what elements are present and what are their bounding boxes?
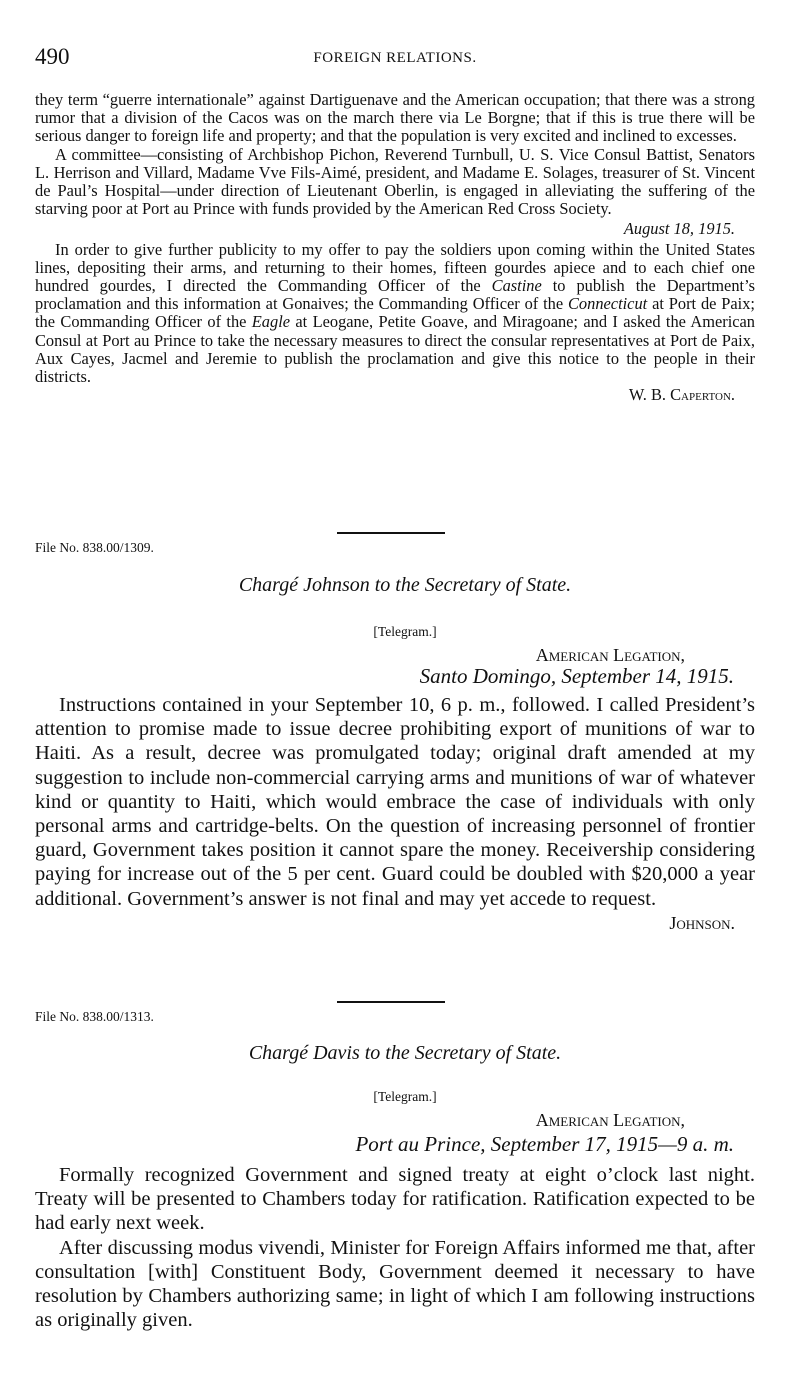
ship-name-connecticut: Connecticut: [568, 294, 648, 314]
signature-caperton: W. B. Caperton.: [628, 385, 735, 405]
document-title: Chargé Davis to the Secretary of State.: [248, 1042, 562, 1064]
paragraph-treaty-signed: Formally recognized Government and signed treaty at eight o’clock last night. Treaty will be presented to Chambers today for ratification. Ratification expected to be had early next week.: [35, 1164, 755, 1235]
paragraph-cacos-rumor: they term “guerre internationale” against Dartiguenave and the American occupation; that there was a strong rumor that a division of the Cacos was on the march there via Le Borgne; that if this is true there will be serious danger to foreign life and property; and that the population is very excited and inclined to excesses.: [35, 90, 755, 146]
section-divider: [337, 532, 445, 534]
telegram-label: [Telegram.]: [373, 1089, 437, 1104]
running-head: FOREIGN RELATIONS.: [313, 50, 477, 66]
section-divider: [337, 1001, 445, 1003]
telegram-body: [35, 693, 755, 935]
legation-heading: American Legation,: [535, 1110, 685, 1130]
paragraph-decree: Instructions contained in your September 10, 6 p. m., followed. I called President’s attention to promise made to issue decree prohibiting export of munitions of war to Haiti. As a result, decree was promulgated today; original draft amended at my suggestion to include non-commercial carrying arms and munitions of war of whatever kind or quantity to Haiti, which would embrace the case of individuals with only personal arms and cartridge-belts. On the question of increasing personnel of frontier guard, Government takes position it cannot spare the money. Receivership considering paying for increase out of the 5 per cent. Guard could be doubled with $20,000 a year additional. Government’s answer is not final and may yet accede to request.: [35, 694, 755, 910]
report-date: August 18, 1915.: [623, 219, 735, 239]
page-number: 490: [35, 44, 70, 69]
file-number: File No. 838.00/1309.: [35, 540, 154, 555]
paragraph-modus-vivendi: After discussing modus vivendi, Minister for Foreign Affairs informed me that, after consultation [with] Constituent Body, Government deemed it necessary to have resolution by Chambers authorizing same; in light of which I am following instructions as originally given.: [35, 1236, 755, 1332]
ship-name-eagle: Eagle: [251, 312, 291, 332]
telegram-body: [35, 1163, 755, 1332]
file-number: File No. 838.00/1313.: [35, 1009, 154, 1024]
ship-name-castine: Castine: [491, 276, 542, 296]
signature-johnson: Johnson.: [669, 912, 735, 933]
legation-heading: American Legation,: [535, 645, 685, 665]
page-header: [35, 44, 755, 70]
paragraph-relief-committee: A committee—consisting of Archbishop Pichon, Reverend Turnbull, U. S. Vice Consul Battist, Senators L. Herrison and Villard, Madame Vve Fils-Aimé, president, and Madame E. Solages, treasurer of St. Vincent de Paul’s Hospital—under direction of Lieutenant Oberlin, is engaged in alleviating the suffering of the starving poor at Port au Prince with funds provided by the American Red Cross Society.: [35, 144, 755, 219]
document-title: Chargé Johnson to the Secretary of State.: [238, 574, 572, 596]
paragraph-proclamation: In order to give further publicity to my offer to pay the soldiers upon coming within the United States lines, depositing their arms, and returning to their homes, fifteen gourdes apiece and to each chief one hundred gourdes, I directed the Commanding Officer of the Castine to publish the Department’s proclamation and this information at Gonaives; the Commanding Officer of the Connecticut at Port de Paix; the Commanding Officer of the Eagle at Leogane, Petite Goave, and Miragoane; and I asked the American Consul at Port au Prince to take the necessary measures to direct the consular representatives at Port de Paix, Aux Cayes, Jacmel and Jeremie to publish the proclamation and give this notice to the people in their districts.: [35, 239, 756, 387]
telegram-label: [Telegram.]: [373, 624, 437, 639]
caperton-report-continuation: [35, 91, 755, 404]
place-date: Santo Domingo, September 14, 1915.: [419, 664, 734, 688]
place-date: Port au Prince, September 17, 1915—9 a. m.: [355, 1132, 734, 1156]
